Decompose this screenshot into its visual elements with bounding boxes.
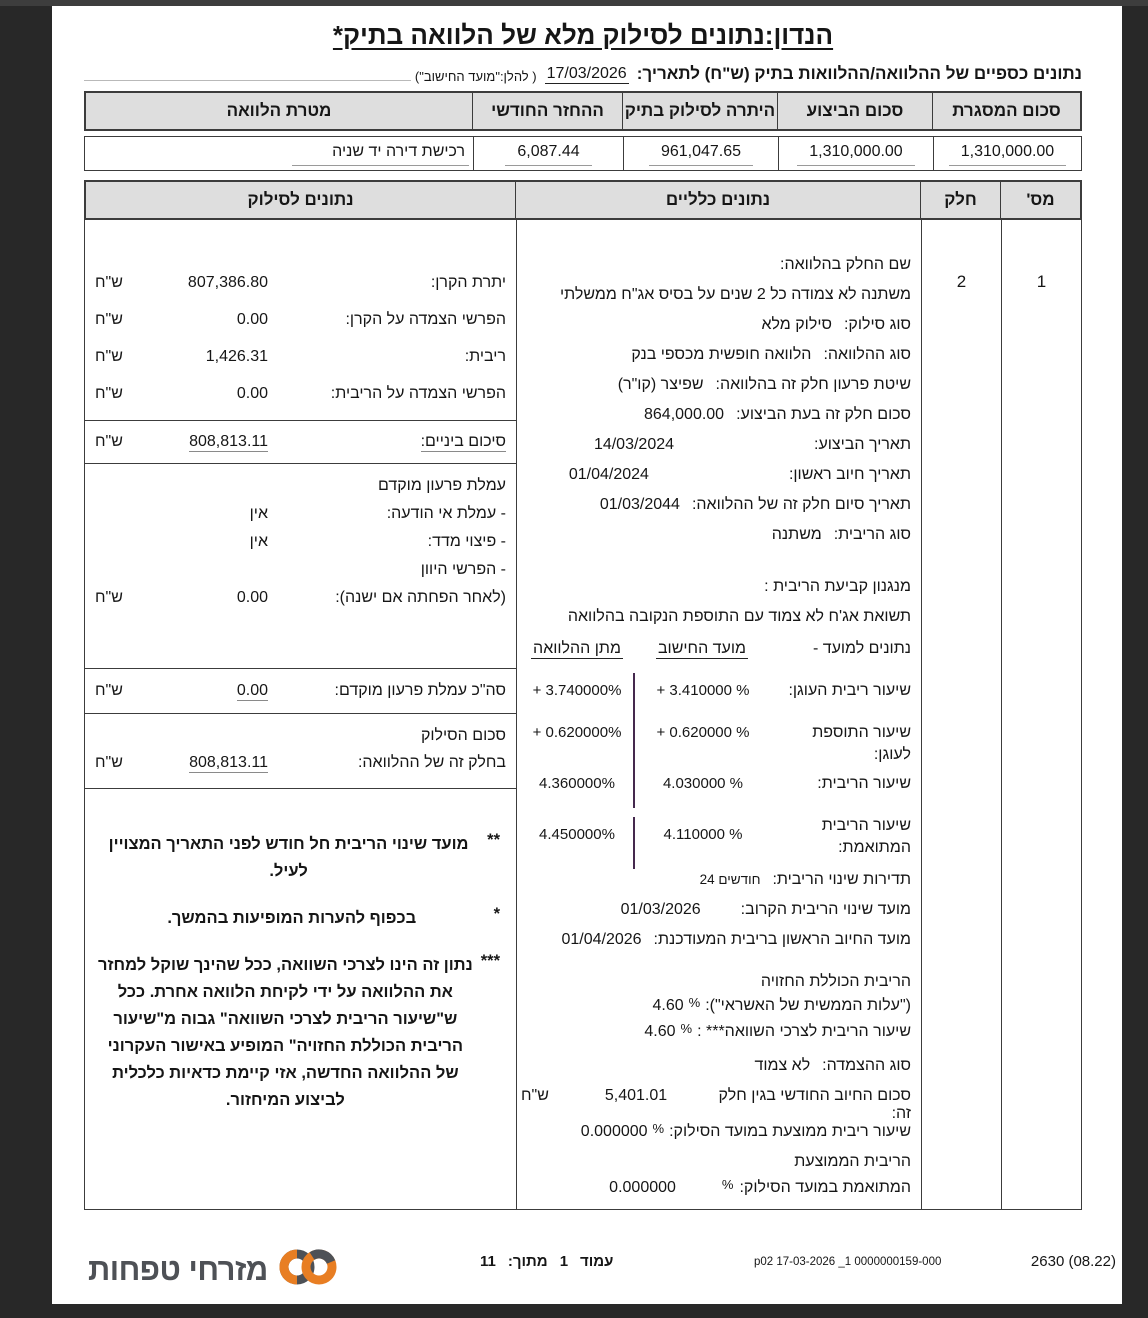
page-number-info (480, 1253, 613, 1270)
no-notice-fee-row: - עמלת אי הודעה: אין (249, 505, 506, 522)
fee-total-section (85, 669, 516, 714)
part-amount-row: סכום חלק זה בעת הביצוע: 864,000.00 (644, 406, 911, 423)
end-date-row: תאריך סיום חלק זה של ההלוואה: 01/03/2044 (599, 496, 911, 513)
fee-title-row: עמלת פרעון מוקדם (377, 477, 506, 494)
first-updated-charge-row: מועד החיוב הראשון בריבית המעודכנת: 01/04/2026 (561, 931, 911, 948)
interest-indexation-row: הפרשי הצמדה על הריבית: 0.00 ש"ח (95, 384, 506, 402)
subtitle-row (84, 64, 1082, 84)
interest-rate-calc: 4.030000 % (633, 766, 771, 808)
margin-rate-calc: + 0.620000 % (633, 715, 771, 766)
header-monthly-payment: ההחזר החודשי (472, 93, 622, 129)
rates-col-grant-date: מתן ההלוואה (533, 640, 621, 657)
form-code: 2630 (08.22) (1030, 1253, 1116, 1270)
document-code: p02 17-03-2026 _1 0000000159-000 (754, 1256, 942, 1268)
rates-caption: נתונים למועד - (812, 640, 911, 657)
after-reduction-row: (לאחר הפחתה אם ישנה): 0.00 ש"ח (95, 589, 506, 606)
predicted-rate-row: ("עלות הממשית של האשראי"): % 4.60 (652, 995, 911, 1014)
page-title: הנדון:נתונים לסילוק מלא של הלוואה בתיק* (332, 20, 834, 50)
general-data-cell (516, 220, 921, 1209)
currency-unit: ש"ח (95, 384, 123, 402)
page-label: עמוד (580, 1253, 614, 1270)
interest-rate-label: שיעור הריבית: (817, 775, 911, 792)
header-general-data: נתונים כלליים (515, 182, 920, 218)
subtitle-text: נתונים כספיים של ההלוואה/ההלוואות בתיק (ש"ח) לתאריך: (636, 64, 1082, 83)
change-frequency-row: תדירות שינוי הריבית: 24 חודשים (699, 871, 911, 888)
header-executed-amount: סכום הביצוע (777, 93, 932, 129)
currency-unit: ש"ח (95, 347, 123, 365)
note-rate-change: ** מועד שינוי הריבית חל חודש לפני התאריך המצויין לעיל. (108, 831, 500, 880)
capitalization-diff-row: - הפרשי היוון (420, 561, 506, 578)
avg-adjusted-title: הריבית הממוצעת (794, 1153, 911, 1170)
total-value-row: בחלק זה של ההלוואה: 808,813.11 ש"ח (95, 753, 506, 771)
rates-comparison-table (521, 640, 911, 869)
avg-rate-row: שיעור ריבית ממוצעת במועד הסילוק: % 0.000000 (580, 1121, 911, 1140)
header-num: מס' (1000, 182, 1080, 218)
loan-type-row: סוג ההלוואה: הלוואה חופשית מכספי בנק (631, 346, 911, 363)
anchor-rate-grant: + 3.740000% (532, 682, 622, 699)
settlement-type-row: סוג סילוק: סילוק מלא (761, 316, 911, 333)
subtitle-note: ( להלן:"מועד החישוב") (414, 69, 537, 84)
part-name-row: שם החלק בהלוואה: (780, 256, 911, 273)
executed-amount-value: 1,310,000.00 (797, 138, 914, 166)
interest-type-row: סוג הריבית: משתנה (771, 526, 911, 543)
document-page (52, 6, 1122, 1304)
avg-adjusted-row: המתואמת במועד הסילוק: % 0.000000 (609, 1177, 911, 1196)
bank-logo-text: מזרחי טפחות (88, 1251, 268, 1287)
note-subject-to-comments: * בכפוף להערות המופיעות בהמשך. (167, 905, 500, 927)
part-cell: 2 (921, 220, 1001, 1209)
monthly-charge-row: סכום החיוב החודשי בגין חלק זה: 5,401.01 ש"ח (521, 1087, 911, 1122)
currency-unit: ש"ח (95, 682, 123, 699)
parts-header-row (84, 180, 1082, 220)
page-footer (52, 1230, 1122, 1298)
loan-parts-table (84, 180, 1082, 1210)
execution-date-row: תאריך הביצוע: 14/03/2024 (593, 436, 911, 453)
of-label: מתוך: (507, 1253, 548, 1270)
total-title-row: סכום הסילוק (420, 726, 506, 744)
calculation-date: 17/03/2026 (546, 65, 627, 82)
page-current: 1 (559, 1253, 569, 1270)
summary-header-row (84, 91, 1082, 131)
principal-balance-row: יתרת הקרן: 807,386.80 ש"ח (95, 273, 506, 291)
next-change-date-row: מועד שינוי הריבית הקרוב: 01/03/2026 (620, 901, 911, 918)
header-loan-purpose: מטרת הלוואה (86, 93, 472, 129)
bank-logo (88, 1245, 340, 1294)
currency-unit: ש"ח (95, 273, 123, 291)
monthly-payment-value: 6,087.44 (505, 138, 591, 166)
principal-indexation-row: הפרשי הצמדה על הקרן: 0.00 ש"ח (95, 310, 506, 328)
predicted-rate-title: הריבית הכוללת החזויה (760, 973, 911, 990)
part-name-desc: משתנה לא צמודה כל 2 שנים על בסיס אג"ח ממשלתי (559, 286, 911, 303)
interest-rate-grant: 4.360000% (539, 775, 615, 792)
prepayment-fee-section (85, 464, 516, 669)
summary-values-row (84, 136, 1082, 171)
header-frame-amount: סכום המסגרת (932, 93, 1080, 129)
infinity-logo-icon (276, 1245, 340, 1294)
num-cell: 1 (1001, 220, 1081, 1209)
page-total: 11 (480, 1253, 496, 1270)
first-charge-date-row: תאריך חיוב ראשון: 01/04/2024 (568, 466, 911, 483)
settlement-data-cell (85, 220, 516, 1209)
balance-value: 961,047.65 (649, 138, 753, 166)
margin-rate-label: שיעור התוספת לעוגן: (812, 724, 911, 763)
subtotal-section (85, 421, 516, 464)
loan-purpose-value: רכישת דירה יד שניה (292, 138, 469, 166)
interest-row: ריבית: 1,426.31 ש"ח (95, 347, 506, 365)
anchor-rate-calc: + 3.410000 % (633, 673, 771, 715)
note-comparison-purpose: *** נתון זה הינו לצרכי השוואה, ככל שהינך שוקל למחזר את ההלוואה על ידי לקיחת הלוואה אחרת. ככל ש"שיעור הריבית לצרכי השוואה" גבוה מ"שיעור הריבית הכוללת החזויה" המופיע באישור העקרוני של ההלוואה החדשה, אזי קיימת כדאיות כלכלית לביצוע המיחזור. (98, 952, 500, 1109)
frame-amount-value: 1,310,000.00 (949, 138, 1066, 166)
indexation-type-row: סוג ההצמדה: לא צמוד (754, 1057, 911, 1074)
currency-unit: ש"ח (95, 589, 123, 606)
currency-unit: ש"ח (95, 310, 123, 328)
header-part: חלק (920, 182, 1000, 218)
footnotes-section (85, 789, 516, 1134)
mechanism-title-row: מנגנון קביעת הריבית : (764, 578, 911, 595)
currency-unit: ש"ח (95, 753, 123, 771)
currency-unit: ש"ח (521, 1087, 549, 1104)
settlement-total-section (85, 714, 516, 789)
adjusted-rate-label: שיעור הריבית המתואמת: (821, 817, 911, 856)
loan-summary-table (84, 91, 1082, 171)
fee-total-row: סה"כ עמלת פרעון מוקדם: 0.00 ש"ח (95, 682, 506, 699)
anchor-rate-label: שיעור ריבית העוגן: (788, 682, 911, 699)
adjusted-rate-grant: 4.450000% (539, 826, 615, 843)
rates-col-calc-date: מועד החישוב (657, 640, 746, 657)
subtitle-rule (84, 80, 411, 81)
currency-unit: ש"ח (95, 433, 123, 450)
repayment-method-row: שיטת פרעון חלק זה בהלוואה: שפיצר (קו"ר) (617, 376, 911, 393)
mechanism-desc-row: תשואת אג'ח לא צמוד עם התוספת הנקובה בהלוואה (567, 608, 911, 625)
rates-divider-line (633, 859, 771, 869)
header-settlement-data: נתונים לסילוק (86, 182, 515, 218)
adjusted-rate-calc: 4.110000 % (633, 817, 771, 859)
header-balance: היתרה לסילוק בתיק (622, 93, 777, 129)
subtotal-row: סיכום ביניים: 808,813.11 ש"ח (95, 433, 506, 450)
parts-body-row (84, 220, 1082, 1210)
index-compensation-row: - פיצוי מדד: אין (249, 533, 506, 550)
principal-section (85, 220, 516, 421)
comparison-rate-row: שיעור הריבית לצרכי השוואה*** : % 4.60 (644, 1021, 911, 1040)
margin-rate-grant: + 0.620000% (532, 724, 622, 741)
